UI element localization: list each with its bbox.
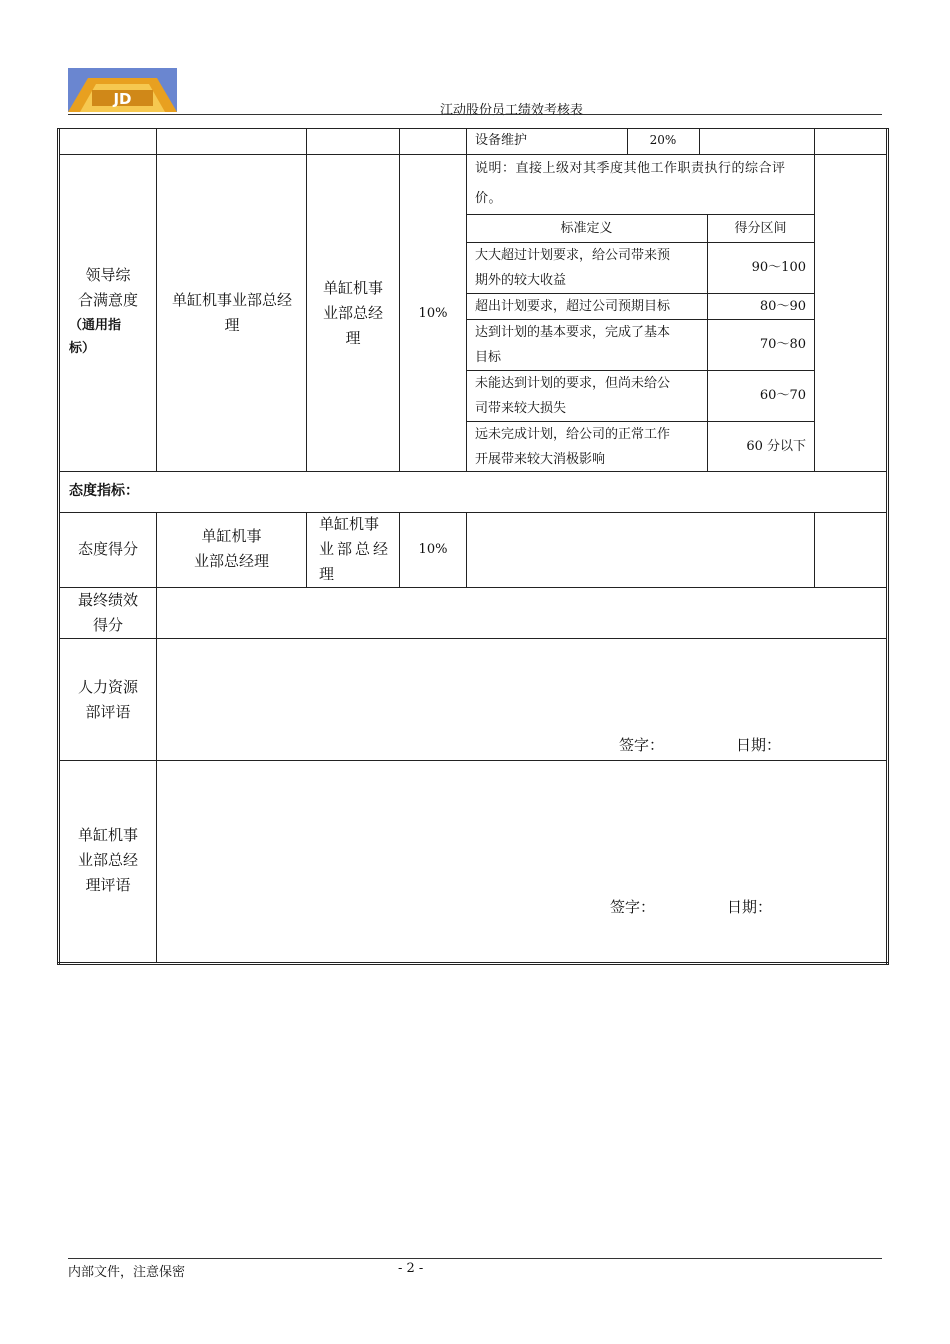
criteria-1-range: 90～100	[751, 260, 806, 275]
criteria-2-range: 80～90	[759, 299, 806, 314]
hr-comments-label-line2: 部评语	[85, 703, 131, 721]
leader-description-line1: 说明：直接上级对其季度其他工作职责执行的综合评	[475, 161, 786, 176]
table-grid-line	[466, 128, 467, 471]
attitude-owner-line2: 业部总经	[319, 540, 392, 558]
leader-evaluator: 单缸机事业部总经理	[171, 291, 292, 334]
table-grid-line	[57, 962, 888, 963]
final-score-label-line2: 得分	[92, 616, 123, 634]
col-standard-header: 标准定义	[560, 221, 613, 236]
criteria-3-line2: 目标	[475, 350, 502, 365]
hr-date-label: 日期：	[736, 736, 782, 754]
hr-sign-label: 签字：	[619, 736, 665, 754]
table-grid-line	[59, 587, 886, 588]
attitude-owner-line3: 理	[319, 565, 335, 583]
leader-weight: 10%	[418, 306, 448, 321]
criteria-5-line2: 开展带来较大消极影响	[475, 452, 606, 467]
item-equipment-maintenance: 设备维护	[475, 133, 528, 148]
criteria-4-range: 60～70	[759, 388, 806, 403]
criteria-2-line1: 超出计划要求，超过公司预期目标	[475, 299, 671, 314]
leader-description-line2: 价。	[475, 191, 503, 206]
attitude-weight: 10%	[418, 542, 448, 557]
gm-sign-label: 签字：	[610, 898, 656, 916]
leader-label-tag-line2: 标）	[69, 341, 96, 356]
col-range-header: 得分区间	[734, 221, 787, 236]
header-rule	[68, 114, 882, 115]
table-grid-line	[57, 964, 888, 965]
leader-owner-line2: 业部总经	[322, 304, 383, 322]
page-number: - 2 -	[398, 1261, 424, 1276]
criteria-4-line2: 司带来较大损失	[475, 401, 567, 416]
table-grid-line	[156, 587, 157, 962]
table-grid-line	[57, 128, 58, 965]
table-grid-line	[59, 471, 886, 472]
table-grid-line	[886, 128, 887, 965]
attitude-evaluator-line1: 单缸机事	[201, 527, 262, 545]
gm-date-label: 日期：	[727, 898, 773, 916]
final-score-label-line1: 最终绩效	[77, 591, 138, 609]
table-grid-line	[466, 214, 814, 215]
gm-comments-label-line1: 单缸机事	[77, 826, 138, 844]
criteria-4-line1: 未能达到计划的要求，但尚未给公	[475, 376, 671, 391]
table-grid-line	[814, 512, 815, 587]
leader-label-tag-line1: （通用指	[69, 318, 122, 333]
leader-label-line2: 合满意度	[77, 291, 138, 309]
leader-label-line1: 领导综	[85, 266, 131, 284]
attitude-evaluator-line2: 业部总经理	[193, 552, 269, 570]
table-grid-line	[466, 512, 467, 587]
footer-confidential: 内部文件，注意保密	[68, 1265, 186, 1280]
criteria-3-line1: 达到计划的基本要求，完成了基本	[475, 325, 671, 340]
gm-comments-label-line2: 业部总经	[77, 851, 138, 869]
leader-owner-line3: 理	[345, 329, 361, 347]
appraisal-table	[57, 128, 888, 964]
table-grid-line	[57, 128, 888, 129]
document-title: 江动股份员工绩效考核表	[440, 103, 584, 118]
leader-owner-line1: 单缸机事	[322, 279, 383, 297]
criteria-5-line1: 远未完成计划，给公司的正常工作	[475, 427, 671, 442]
criteria-1-line1: 大大超过计划要求，给公司带来预	[475, 248, 671, 263]
table-grid-line	[156, 128, 157, 471]
table-grid-line	[59, 638, 886, 639]
attitude-owner-line1: 单缸机事	[319, 515, 380, 533]
table-grid-line	[814, 128, 815, 471]
table-grid-line	[699, 128, 700, 154]
table-grid-line	[59, 512, 886, 513]
attitude-section-title: 态度指标：	[69, 483, 139, 499]
company-logo	[68, 68, 177, 112]
hr-comments-label-line1: 人力资源	[77, 678, 138, 696]
logo-letters: JD	[113, 90, 132, 108]
table-grid-line	[888, 128, 889, 965]
attitude-label: 态度得分	[77, 540, 138, 558]
table-grid-line	[306, 512, 307, 587]
table-grid-line	[59, 760, 886, 761]
criteria-5-range: 60 分以下	[746, 439, 806, 454]
criteria-1-line2: 期外的较大收益	[475, 273, 567, 288]
footer-rule	[68, 1258, 882, 1259]
gm-comments-label-line3: 理评语	[85, 876, 131, 894]
weight-equipment-maintenance: 20%	[649, 133, 677, 147]
criteria-3-range: 70～80	[759, 337, 806, 352]
table-grid-line	[399, 128, 400, 471]
